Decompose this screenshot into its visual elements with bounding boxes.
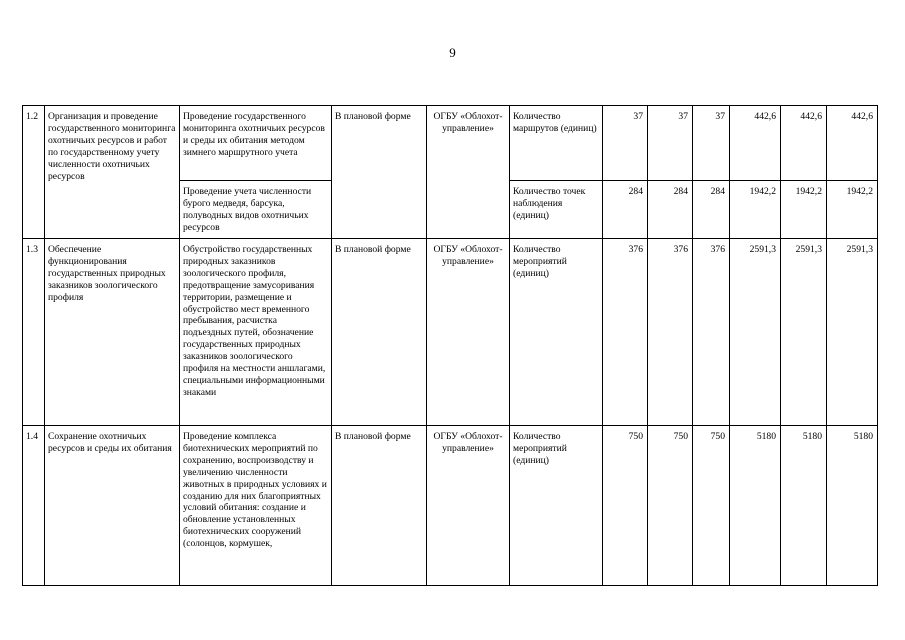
event-name: Сохранение охотничьих ресурсов и среды их обитания xyxy=(45,426,180,586)
row-number: 1.2 xyxy=(23,106,45,239)
finance-cell: 2591,3 xyxy=(781,239,827,426)
finance-cell: 442,6 xyxy=(730,106,781,181)
value-cell: 750 xyxy=(603,426,648,586)
finance-cell: 2591,3 xyxy=(827,239,878,426)
executor-cell: ОГБУ «Облохот-управление» xyxy=(427,106,510,239)
finance-cell: 1942,2 xyxy=(827,181,878,239)
event-name: Организация и проведение государственного мониторинга охотничьих ресурсов и работ по государственному учету численности охотничьих ресурсов xyxy=(45,106,180,239)
form-cell: В плановой форме xyxy=(332,239,427,426)
finance-cell: 5180 xyxy=(827,426,878,586)
form-cell: В плановой форме xyxy=(332,426,427,586)
program-table xyxy=(22,105,878,586)
page-number: 9 xyxy=(449,45,456,60)
finance-cell: 1942,2 xyxy=(781,181,827,239)
table-row xyxy=(23,239,878,426)
value-cell: 376 xyxy=(648,239,693,426)
table-row xyxy=(23,106,878,181)
value-cell: 284 xyxy=(693,181,730,239)
finance-cell: 442,6 xyxy=(781,106,827,181)
value-cell: 284 xyxy=(603,181,648,239)
value-cell: 284 xyxy=(648,181,693,239)
indicator-cell: Количество точек наблюдения (единиц) xyxy=(510,181,603,239)
executor-cell: ОГБУ «Облохот-управление» xyxy=(427,426,510,586)
action-description: Проведение комплекса биотехнических мероприятий по сохранению, воспроизводству и увеличению численности животных в природных условиях и созданию для них благоприятных условий обитания: создание и обновление установленных биотехнических сооружений (солонцов, кормушек, xyxy=(180,426,332,586)
row-number: 1.3 xyxy=(23,239,45,426)
value-cell: 376 xyxy=(693,239,730,426)
action-description: Проведение государственного мониторинга охотничьих ресурсов и среды их обитания методом зимнего маршрутного учета xyxy=(180,106,332,181)
value-cell: 37 xyxy=(693,106,730,181)
indicator-cell: Количество маршрутов (единиц) xyxy=(510,106,603,181)
indicator-cell: Количество мероприятий (единиц) xyxy=(510,239,603,426)
executor-cell: ОГБУ «Облохот-управление» xyxy=(427,239,510,426)
action-description: Обустройство государственных природных заказников зоологического профиля, предотвращение замусоривания территории, размещение и обустройство мест временного пребывания, расчистка подъездных путей, обозначение государственных природных заказников зоологического профиля на местности аншлагами, специальными информационными знаками xyxy=(180,239,332,426)
form-cell: В плановой форме xyxy=(332,106,427,239)
value-cell: 376 xyxy=(603,239,648,426)
finance-cell: 5180 xyxy=(730,426,781,586)
table-row xyxy=(23,426,878,586)
indicator-cell: Количество мероприятий (единиц) xyxy=(510,426,603,586)
value-cell: 750 xyxy=(693,426,730,586)
event-name: Обеспечение функционирования государственных природных заказников зоологического профиля xyxy=(45,239,180,426)
finance-cell: 442,6 xyxy=(827,106,878,181)
finance-cell: 5180 xyxy=(781,426,827,586)
value-cell: 37 xyxy=(648,106,693,181)
value-cell: 37 xyxy=(603,106,648,181)
action-description: Проведение учета численности бурого медведя, барсука, полуводных видов охотничьих ресурсов xyxy=(180,181,332,239)
finance-cell: 2591,3 xyxy=(730,239,781,426)
finance-cell: 1942,2 xyxy=(730,181,781,239)
row-number: 1.4 xyxy=(23,426,45,586)
value-cell: 750 xyxy=(648,426,693,586)
